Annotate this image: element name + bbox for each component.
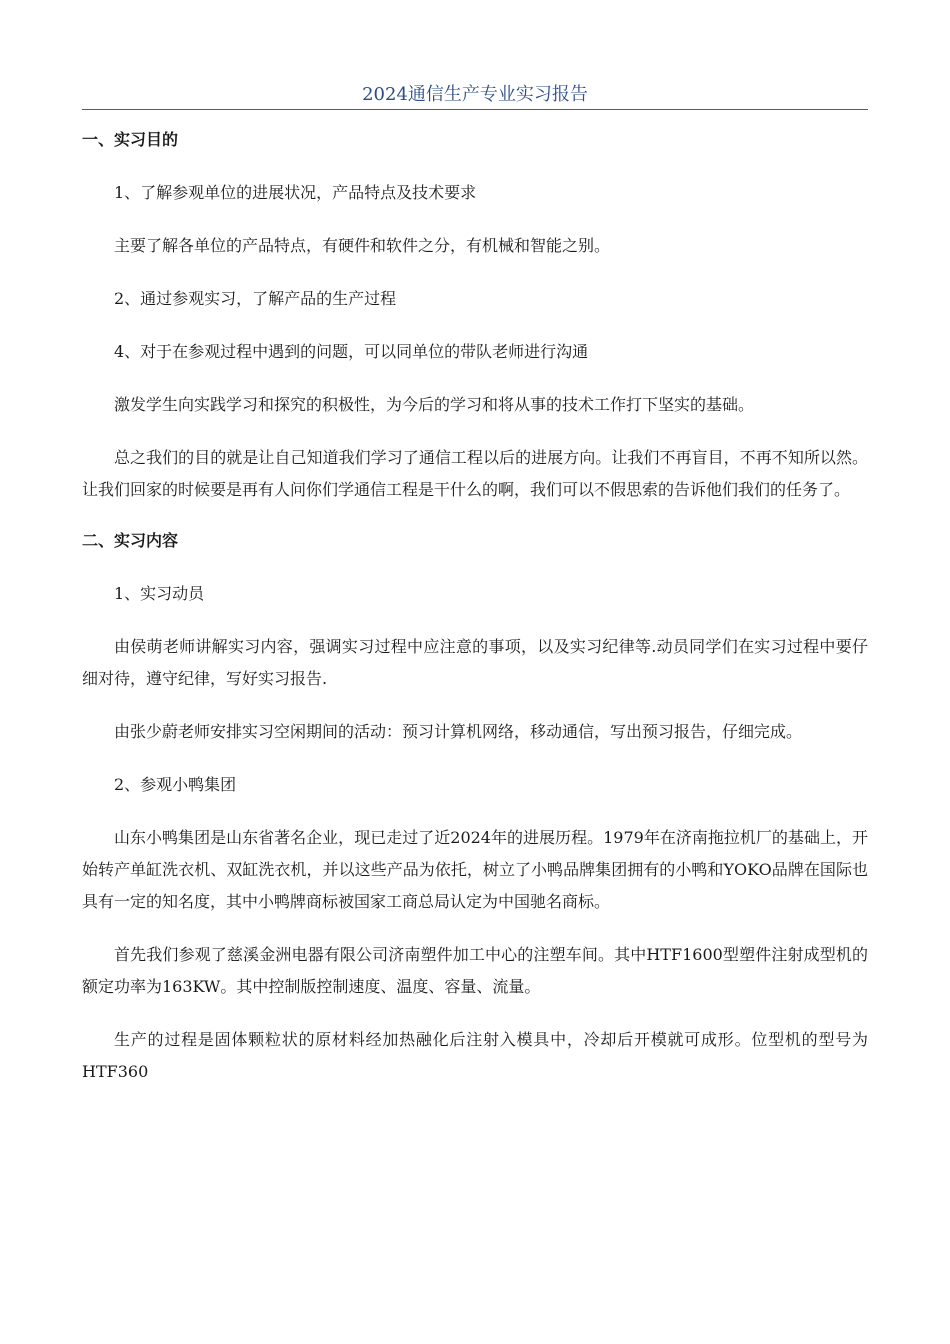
document-body [82,124,868,1088]
header-divider [82,109,868,110]
section-heading: 一、实习目的 [82,130,179,149]
paragraph: 2、参观小鸭集团 [114,775,237,794]
paragraph: 由侯萌老师讲解实习内容，强调实习过程中应注意的事项，以及实习纪律等.动员同学们在实习过程中要仔细对待，遵守纪律，写好实习报告. [82,637,868,688]
paragraph: 总之我们的目的就是让自己知道我们学习了通信工程以后的进展方向。让我们不再盲目，不再不知所以然。让我们回家的时候要是再有人问你们学通信工程是干什么的啊，我们可以不假思索的告诉他们我们的任务了。 [82,448,868,499]
paragraph: 1、实习动员 [114,584,205,603]
paragraph: 主要了解各单位的产品特点，有硬件和软件之分，有机械和智能之别。 [114,236,611,255]
section-heading: 二、实习内容 [82,531,179,550]
paragraph: 生产的过程是固体颗粒状的原材料经加热融化后注射入模具中，冷却后开模就可成形。位型机的型号为HTF360 [82,1030,868,1081]
paragraph: 首先我们参观了慈溪金洲电器有限公司济南塑件加工中心的注塑车间。其中HTF1600型塑件注射成型机的额定功率为163KW。其中控制版控制速度、温度、容量、流量。 [82,945,868,996]
paragraph: 4、对于在参观过程中遇到的问题，可以同单位的带队老师进行沟通 [114,342,589,361]
paragraph: 山东小鸭集团是山东省著名企业，现已走过了近2024年的进展历程。1979年在济南拖拉机厂的基础上，开始转产单缸洗衣机、双缸洗衣机，并以这些产品为依托，树立了小鸭品牌集团拥有的小鸭和YOKO品牌在国际也具有一定的知名度，其中小鸭牌商标被国家工商总局认定为中国驰名商标。 [82,828,868,911]
paragraph: 2、通过参观实习，了解产品的生产过程 [114,289,397,308]
paragraph: 激发学生向实践学习和探究的积极性，为今后的学习和将从事的技术工作打下坚实的基础。 [114,395,755,414]
paragraph: 1、了解参观单位的进展状况，产品特点及技术要求 [114,183,477,202]
page-header-title: 2024通信生产专业实习报告 [362,84,588,105]
paragraph: 由张少蔚老师安排实习空闲期间的活动：预习计算机网络，移动通信，写出预习报告，仔细完成。 [114,722,803,741]
